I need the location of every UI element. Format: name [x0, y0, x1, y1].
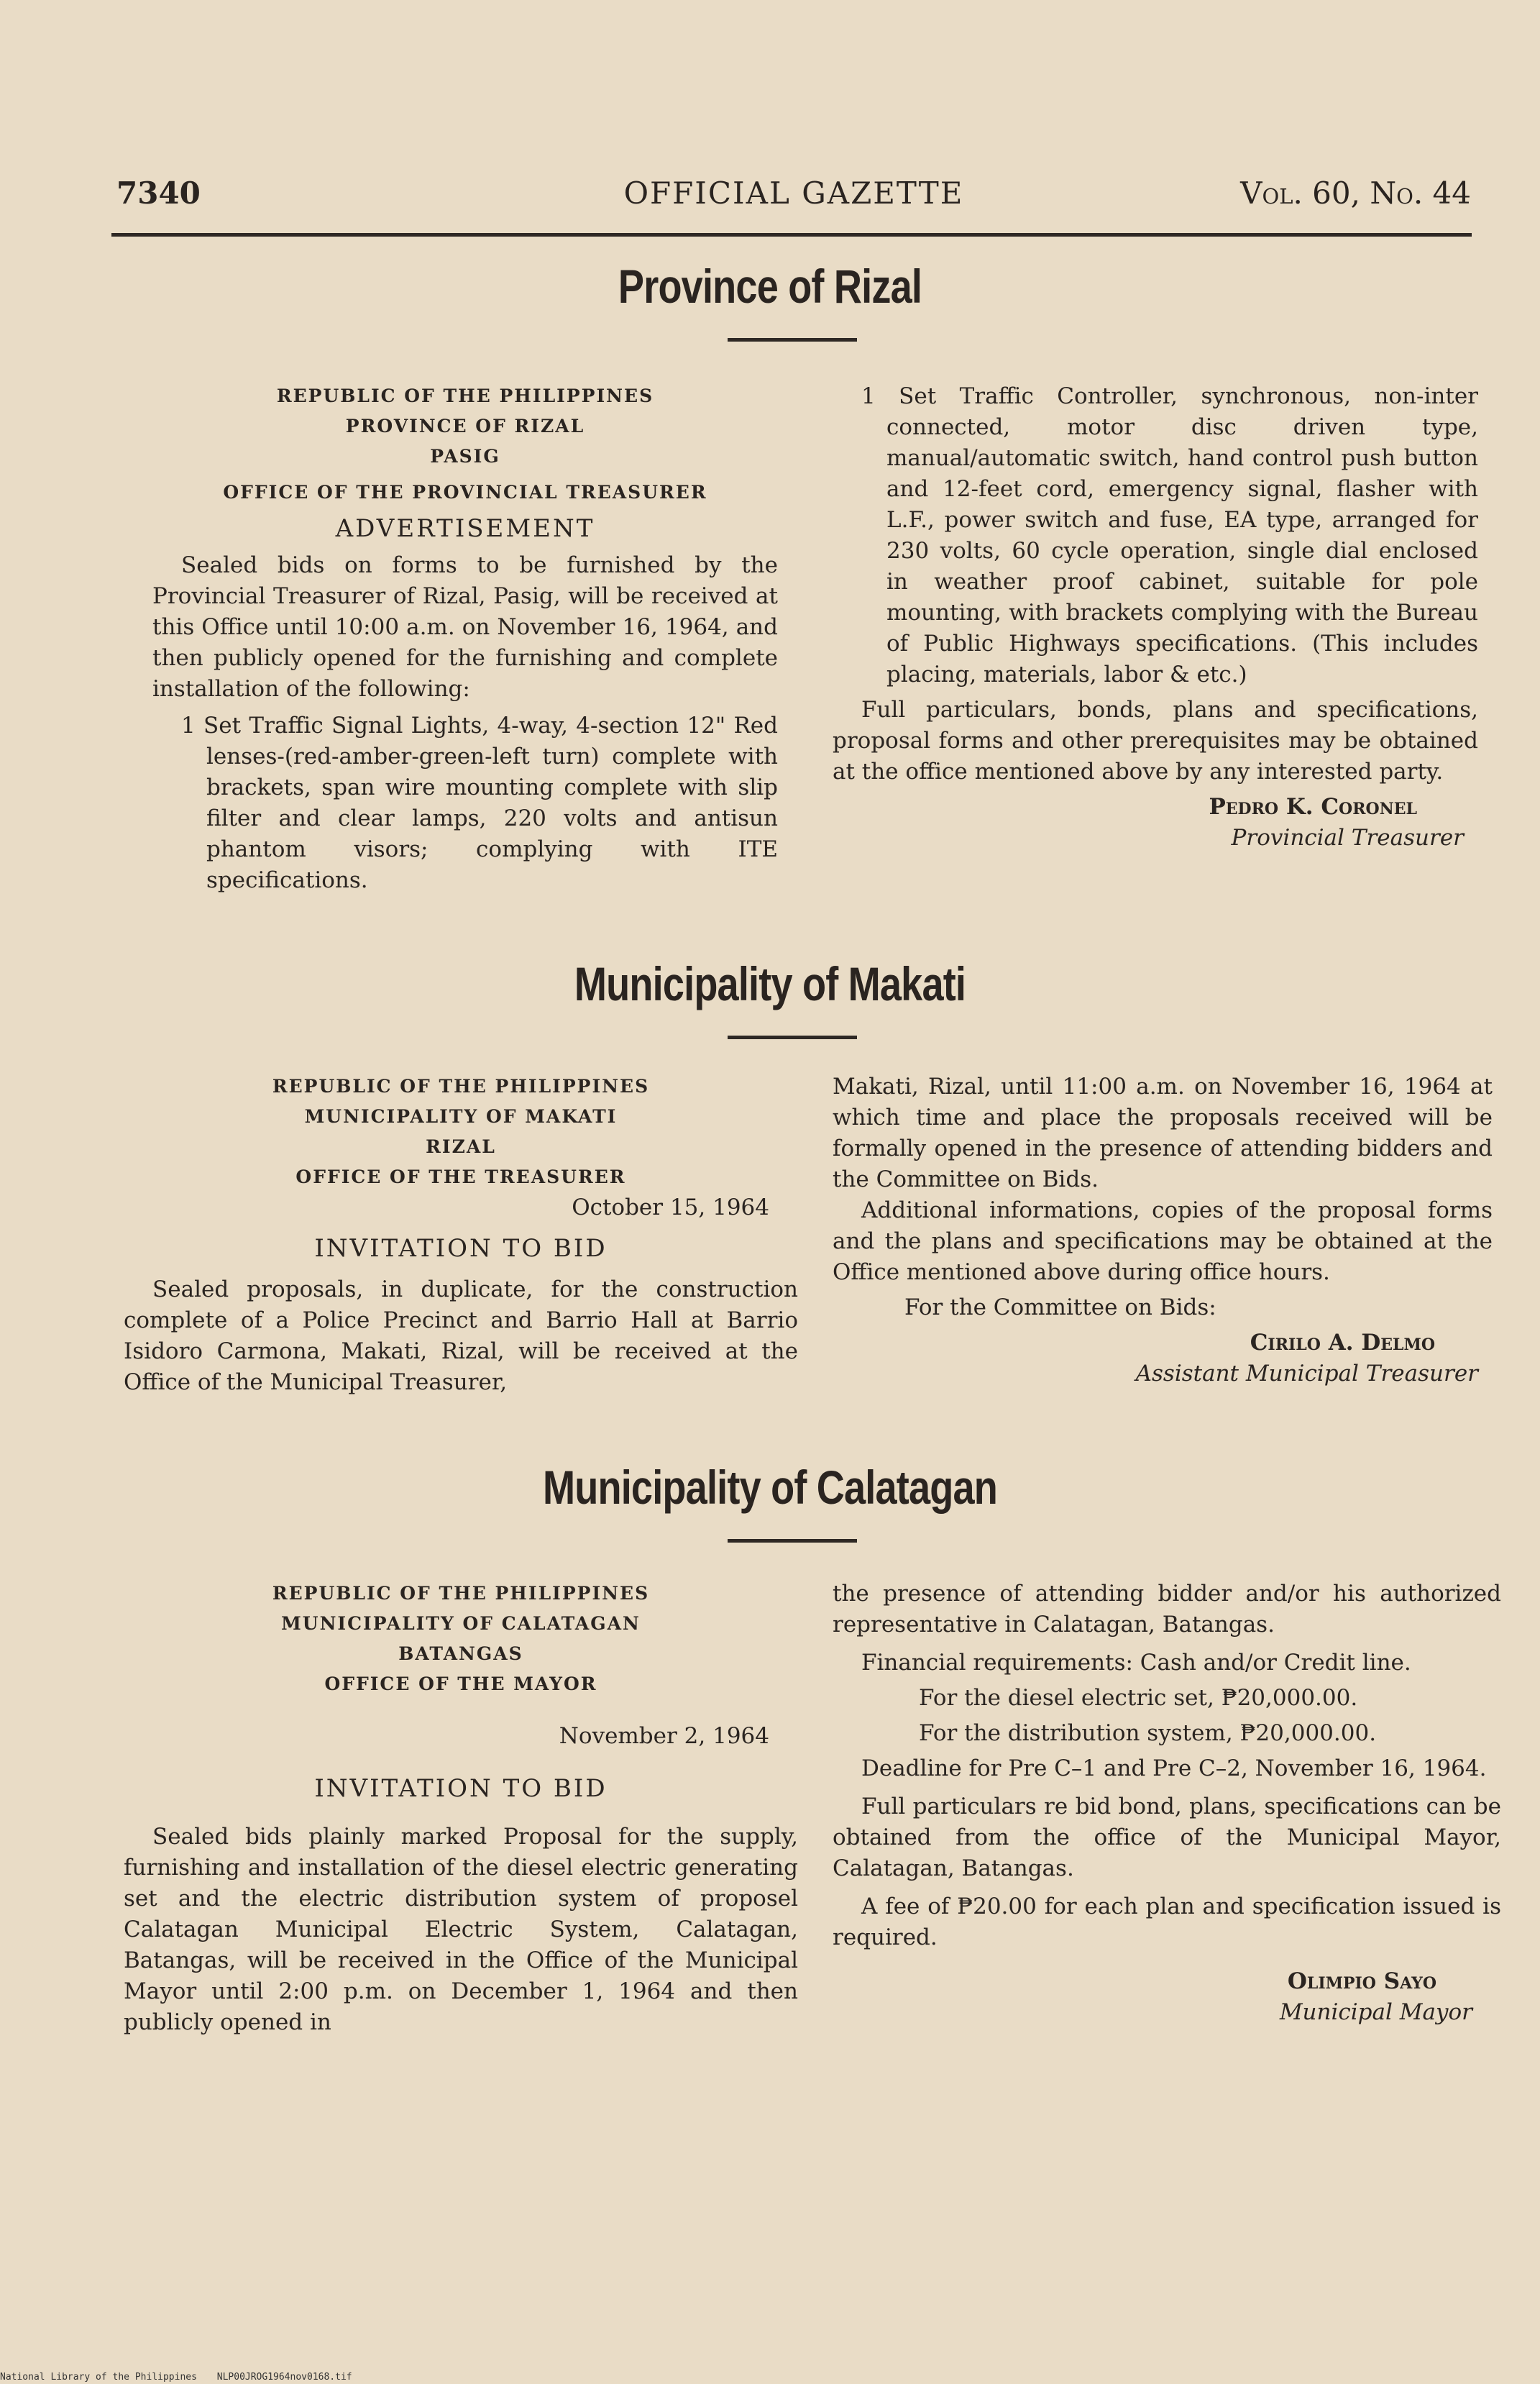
calatagan-body-2: the presence of attending bidder and/or his authorized representative in Calatagan, Batangas.: [833, 1581, 1501, 1638]
calatagan-heading: INVITATION TO BID: [314, 1774, 608, 1803]
rizal-heading: ADVERTISEMENT: [335, 514, 595, 543]
header-rule: [111, 233, 1472, 237]
scan-footer: [0, 2372, 367, 2383]
rizal-item-1: 1 Set Traffic Signal Lights, 4-way, 4-section 12" Red lenses-(red-amber-green-left turn) complete with brackets, span wire mounting complete with slip filter and clear lamps, 220 volts and antisun phantom visors; complying with ITE specifications.: [181, 713, 778, 893]
footer-library: National Library of the Philippines: [0, 2372, 197, 2383]
calatagan-municipality: MUNICIPALITY OF CALATAGAN: [281, 1613, 641, 1634]
calatagan-signer-title: Municipal Mayor: [1279, 1999, 1472, 2025]
makati-signer-title: Assistant Municipal Treasurer: [1135, 1361, 1478, 1387]
calatagan-office: OFFICE OF THE MAYOR: [324, 1673, 597, 1694]
calatagan-province: BATANGAS: [398, 1643, 523, 1664]
section-rule-makati: [728, 1036, 857, 1039]
makati-province: RIZAL: [426, 1136, 496, 1157]
makati-municipality: MUNICIPALITY OF MAKATI: [304, 1106, 618, 1127]
makati-body-2: Makati, Rizal, until 11:00 a.m. on November 16, 1964 at which time and place the proposals received will be formally opened in the presence of attending bidders and the Committee on Bids.: [833, 1074, 1493, 1192]
makati-body-1: Sealed proposals, in duplicate, for the construction complete of a Police Precinct and Barrio Hall at Barrio Isidoro Carmona, Makati, Rizal, will be received at the Office of the Municipal Treasurer,: [124, 1277, 798, 1395]
rizal-province: PROVINCE OF RIZAL: [345, 416, 585, 437]
volume-number: Vol. 60, No. 44: [1240, 175, 1471, 211]
calatagan-left-column: [124, 1579, 798, 2038]
calatagan-fin-diesel: For the diesel electric set, ₱20,000.00.: [919, 1685, 1358, 1711]
calatagan-body-1: Sealed bids plainly marked Proposal for the supply, furnishing and installation of the diesel electric generating set and the electric distribution system of proposel Calatagan Municipal Electric System, Calatagan, Batangas, will be received in the Office of the Municipal Mayor until 2:00 p.m. on December 1, 1964 and then publicly opened in: [124, 1824, 798, 2035]
rizal-right-column: [833, 381, 1478, 854]
running-header: [116, 175, 1471, 219]
makati-left-column: [124, 1072, 798, 1398]
calatagan-republic: REPUBLIC OF THE PHILIPPINES: [272, 1583, 650, 1604]
section-title-rizal: Province of Rizal: [618, 260, 922, 313]
calatagan-fee: A fee of ₱20.00 for each plan and specification issued is required.: [833, 1894, 1501, 1950]
rizal-republic: REPUBLIC OF THE PHILIPPINES: [276, 385, 654, 406]
rizal-left-column: [152, 381, 778, 896]
rizal-city: PASIG: [430, 446, 500, 467]
calatagan-fin-dist: For the distribution system, ₱20,000.00.: [919, 1720, 1377, 1746]
makati-committee: For the Committee on Bids:: [904, 1294, 1216, 1320]
footer-file: NLP00JROG1964nov0168.tif: [216, 2372, 352, 2383]
rizal-office: OFFICE OF THE PROVINCIAL TREASURER: [223, 482, 707, 503]
calatagan-signer: Olimpio Sayo: [1287, 1968, 1436, 1994]
makati-date: October 15, 1964: [572, 1195, 769, 1220]
calatagan-particulars: Full particulars re bid bond, plans, specifications can be obtained from the office of the Municipal Mayor, Calatagan, Batangas.: [833, 1794, 1501, 1881]
rizal-particulars: Full particulars, bonds, plans and specifications, proposal forms and other prerequisites may be obtained at the office mentioned above by any interested party.: [833, 697, 1478, 785]
makati-republic: REPUBLIC OF THE PHILIPPINES: [272, 1076, 650, 1097]
publication-title: OFFICIAL GAZETTE: [623, 175, 964, 211]
section-rule-calatagan: [728, 1539, 857, 1543]
calatagan-deadline: Deadline for Pre C–1 and Pre C–2, November 16, 1964.: [861, 1755, 1487, 1781]
makati-right-column: [833, 1072, 1493, 1389]
calatagan-right-column: [833, 1579, 1501, 2028]
rizal-intro: Sealed bids on forms to be furnished by the Provincial Treasurer of Rizal, Pasig, will be received at this Office until 10:00 a.m. on November 16, 1964, and then publicly opened for the furnishing and complete installation of the following:: [152, 552, 778, 702]
makati-office: OFFICE OF THE TREASURER: [295, 1166, 626, 1187]
rizal-signer: Pedro K. Coronel: [1209, 794, 1417, 820]
calatagan-fin-req: Financial requirements: Cash and/or Credit line.: [861, 1650, 1411, 1676]
calatagan-date: November 2, 1964: [559, 1723, 769, 1749]
page-number: 7340: [116, 175, 201, 211]
makati-heading: INVITATION TO BID: [314, 1234, 608, 1263]
section-rule-rizal: [728, 338, 857, 342]
section-title-makati: Municipality of Makati: [574, 957, 966, 1010]
section-title-calatagan: Municipality of Calatagan: [542, 1461, 998, 1514]
makati-signer: Cirilo A. Delmo: [1250, 1330, 1435, 1356]
rizal-signer-title: Provincial Treasurer: [1231, 825, 1464, 851]
makati-body-3: Additional informations, copies of the proposal forms and the plans and specifications may be obtained at the Office mentioned above during office hours.: [833, 1197, 1493, 1285]
rizal-item-2: 1 Set Traffic Controller, synchronous, non-inter connected, motor disc driven type, manual/automatic switch, hand control push button and 12-feet cord, emergency signal, flasher with L.F., power switch and fuse, EA type, arranged for 230 volts, 60 cycle operation, single dial enclosed in weather proof cabinet, suitable for pole mounting, with brackets complying with the Bureau of Public Highways specifications. (This includes placing, materials, labor & etc.): [861, 383, 1478, 688]
